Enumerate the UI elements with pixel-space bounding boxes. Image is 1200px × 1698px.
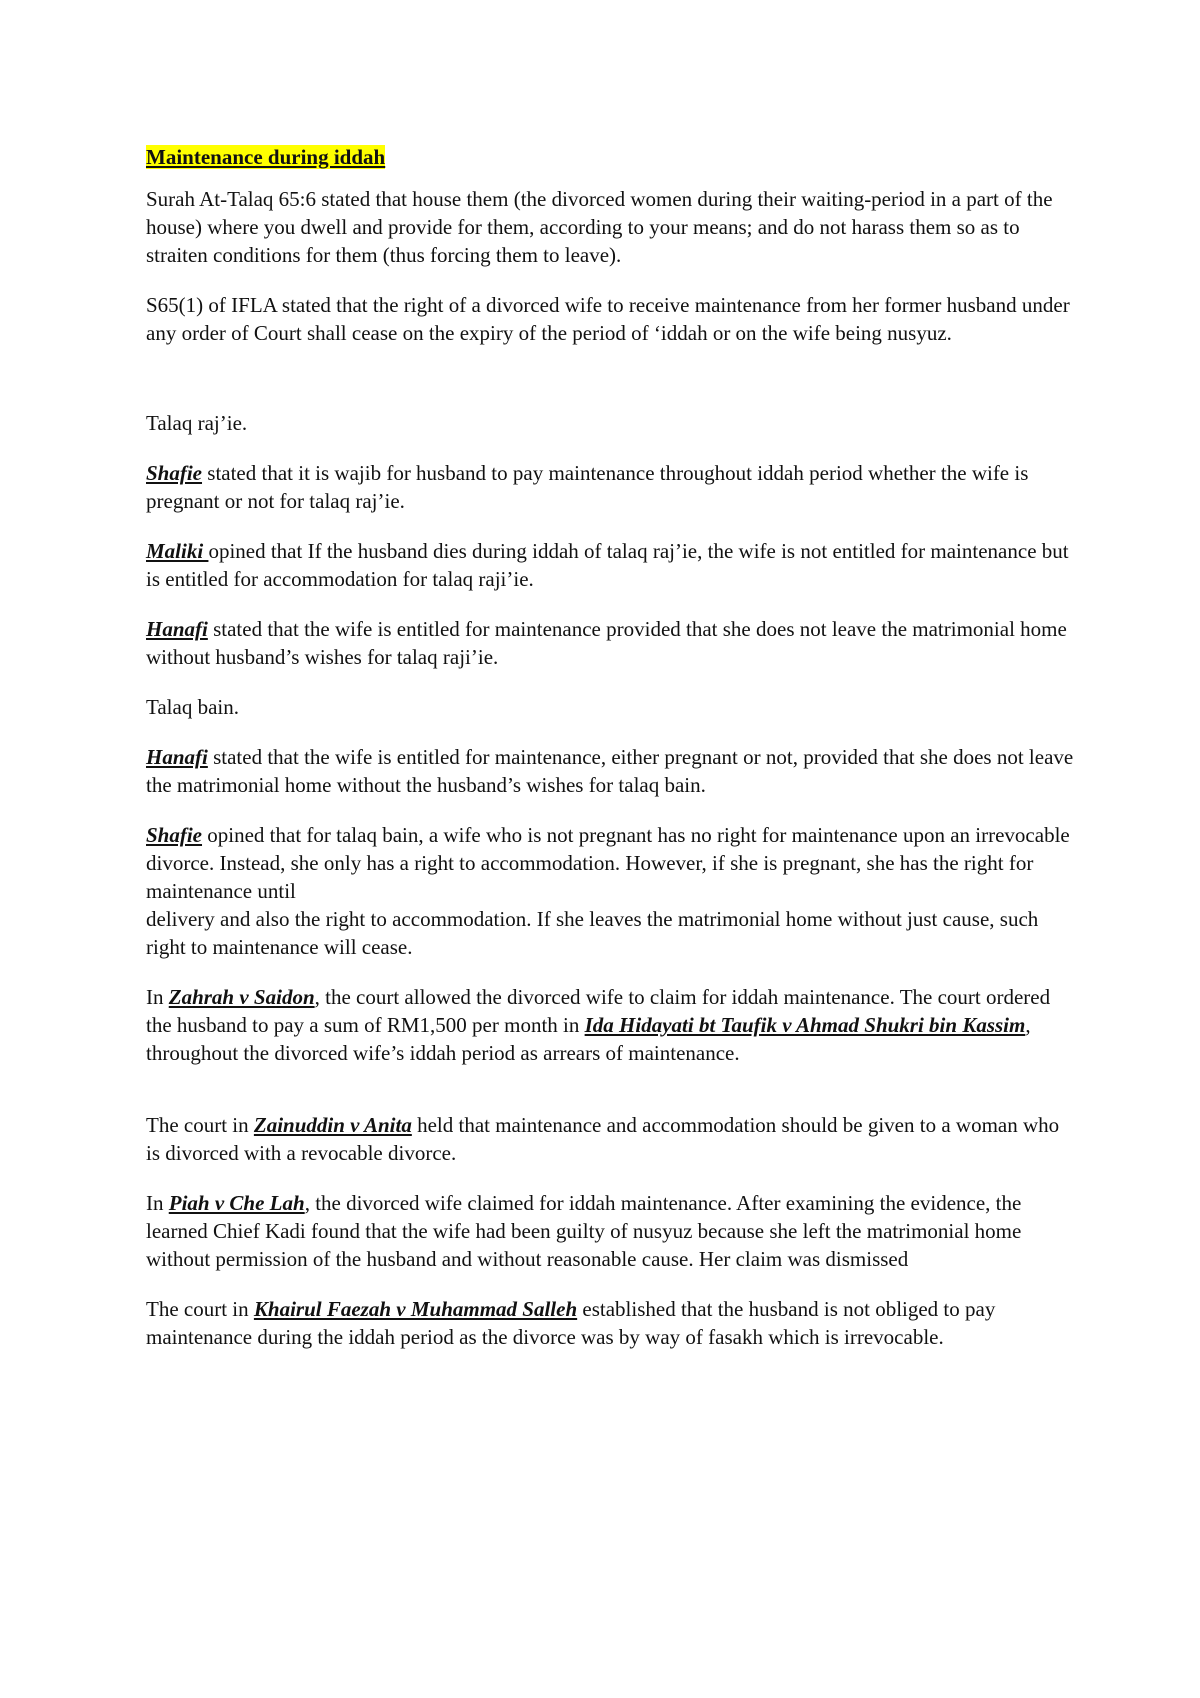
paragraph-ifla: S65(1) of IFLA stated that the right of a divorced wife to receive maintenance from her former husband under any order of Court shall cease on the expiry of the period of ‘iddah or on the wife being nusyuz.: [146, 293, 1070, 345]
text-fragment: In: [146, 1191, 169, 1215]
case-name: Zainuddin v Anita: [253, 1113, 412, 1137]
paragraph-bain-hanafi: [146, 743, 1076, 799]
paragraph-case-piah: [146, 1189, 1076, 1273]
paragraph-raji-maliki: [146, 537, 1076, 593]
paragraph-case-zainuddin: [146, 1111, 1076, 1167]
case-name: Ida Hidayati bt Taufik v Ahmad Shukri bin Kassim: [584, 1013, 1026, 1037]
subheading-talaq-bain: Talaq bain.: [146, 695, 239, 719]
case-name: Piah v Che Lah: [168, 1191, 305, 1215]
text-fragment: , the divorced wife claimed for iddah maintenance. After examining the evidence, the learned Chief Kadi found that the wife had been guilty of nusyuz because she left the matrimonial home without permission of the husband and without reasonable cause. Her claim was dismissed: [146, 1191, 1022, 1271]
text-fragment: The court in: [146, 1297, 254, 1321]
heading-wrapper: [146, 143, 1076, 171]
paragraph-text: opined that If the husband dies during iddah of talaq raj’ie, the wife is not entitled for maintenance but is entitled for accommodation for talaq raji’ie.: [146, 539, 1069, 591]
case-name: Zahrah v Saidon: [168, 985, 315, 1009]
paragraph-text-continued: delivery and also the right to accommodation. If she leaves the matrimonial home without just cause, such right to maintenance will cease.: [146, 907, 1039, 959]
case-name: Khairul Faezah v Muhammad Salleh: [253, 1297, 578, 1321]
text-fragment: , throughout the divorced wife’s iddah period as arrears of maintenance.: [146, 1013, 1031, 1065]
school-name: Maliki: [146, 539, 209, 563]
paragraph-case-khairul: [146, 1295, 1076, 1351]
school-name: Shafie: [146, 461, 203, 485]
text-fragment: In: [146, 985, 169, 1009]
subheading-talaq-rajie: Talaq raj’ie.: [146, 411, 248, 435]
document-page: [146, 143, 1076, 1373]
paragraph-text: stated that the wife is entitled for maintenance, either pregnant or not, provided that she does not leave the matrimonial home without the husband’s wishes for talaq bain.: [146, 745, 1074, 797]
section-heading: Maintenance during iddah: [146, 145, 386, 169]
text-fragment: established that the husband is not obliged to pay maintenance during the iddah period as the divorce was by way of fasakh which is irrevocable.: [146, 1297, 996, 1349]
paragraph-surah: Surah At-Talaq 65:6 stated that house them (the divorced women during their waiting-period in a part of the house) where you dwell and provide for them, according to your means; and do not harass them so as to straiten conditions for them (thus forcing them to leave).: [146, 187, 1053, 267]
school-name: Hanafi: [146, 617, 208, 641]
paragraph-case-zahrah: [146, 983, 1076, 1067]
paragraph-bain-shafie: [146, 821, 1076, 961]
paragraph-raji-shafie: [146, 459, 1076, 515]
text-fragment: held that maintenance and accommodation should be given to a woman who is divorced with a revocable divorce.: [146, 1113, 1060, 1165]
paragraph-text: stated that it is wajib for husband to pay maintenance throughout iddah period whether the wife is pregnant or not for talaq raj’ie.: [146, 461, 1029, 513]
text-fragment: , the court allowed the divorced wife to claim for iddah maintenance. The court ordered the husband to pay a sum of RM1,500 per month in: [146, 985, 1051, 1037]
paragraph-raji-hanafi: [146, 615, 1076, 671]
school-name: Shafie: [146, 823, 203, 847]
school-name: Hanafi: [146, 745, 208, 769]
text-fragment: The court in: [146, 1113, 254, 1137]
paragraph-text: opined that for talaq bain, a wife who is not pregnant has no right for maintenance upon an irrevocable divorce. Instead, she only has a right to accommodation. However, if she is pregnant, she has the right for maintenance until: [146, 823, 1070, 903]
paragraph-text: stated that the wife is entitled for maintenance provided that she does not leave the matrimonial home without husband’s wishes for talaq raji’ie.: [146, 617, 1067, 669]
